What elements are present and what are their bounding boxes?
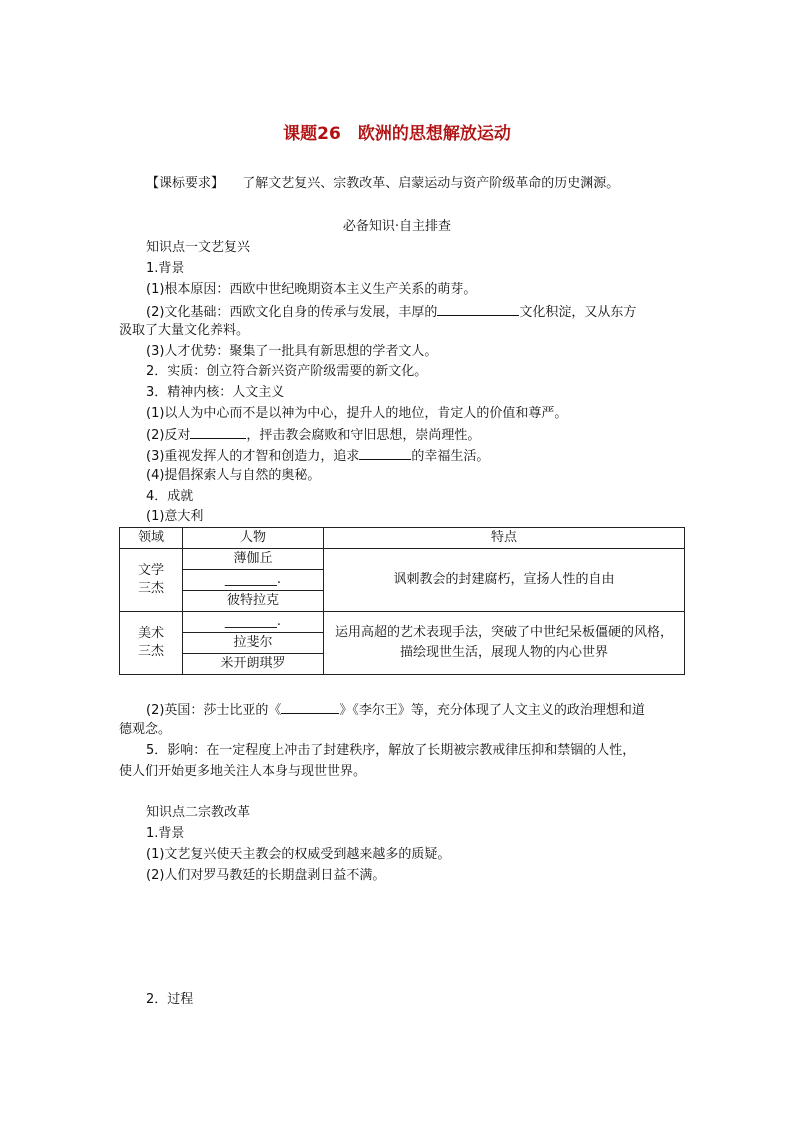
kp1-bg-item-2-pre: (2)文化基础：西欧文化自身的传承与发展，丰厚的: [146, 305, 438, 320]
kp1-spirit-item-4: (4)提倡探索人与自然的奥秘。: [146, 468, 321, 483]
kp1-england-cont: 德观念。: [119, 722, 172, 737]
kp2-background-heading: 1.背景: [146, 826, 185, 841]
section-heading: 必备知识·自主排查: [342, 219, 452, 234]
person-raphael: 拉斐尔: [183, 633, 324, 654]
kp1-spirit-item-2-post: ，抨击教会腐败和守旧思想，崇尚理性。: [246, 428, 481, 443]
kp2-process-heading: 2．过程: [146, 992, 194, 1007]
fill-blank[interactable]: [437, 301, 519, 316]
kp1-essence: 2．实质：创立符合新兴资产阶级需要的新文化。: [146, 364, 428, 379]
header-feature: 特点: [324, 528, 685, 549]
field-literature: 文学三杰: [120, 549, 183, 612]
kp1-italy-label: (1)意大利: [146, 509, 204, 524]
person-boccaccio: 薄伽丘: [183, 549, 324, 570]
kp1-spirit-item-2: [146, 424, 480, 446]
table-header-row: [120, 528, 685, 549]
table-row: [120, 612, 685, 633]
header-field: 领域: [120, 528, 183, 549]
kp1-england: [146, 699, 645, 721]
achievements-table: [119, 527, 685, 675]
kp1-bg-item-3: (3)人才优势：聚集了一批具有新思想的学者文人。: [146, 344, 438, 359]
table-row: [120, 549, 685, 570]
curriculum-requirement: [146, 174, 619, 194]
kp1-spirit-item-3-post: 的幸福生活。: [411, 449, 490, 464]
kp2-bg-item-1: (1)文艺复兴使天主教会的权威受到越来越多的质疑。: [146, 847, 451, 862]
kp1-england-mid: 》《李尔王》等，充分体现了人文主义的政治理想和道: [339, 703, 645, 718]
kp1-spirit-item-3: [146, 445, 489, 467]
kp1-spirit-item-3-pre: (3)重视发挥人的才智和创造力，追求: [146, 449, 360, 464]
person-michelangelo: 米开朗琪罗: [183, 654, 324, 675]
kp1-achievements-heading: 4．成就: [146, 489, 194, 504]
feature-art: [324, 612, 685, 675]
field-art: 美术三杰: [120, 612, 183, 675]
person-blank-art[interactable]: ________.: [183, 612, 324, 633]
kp1-spirit-item-1: (1)以人为中心而不是以神为中心，提升人的地位，肯定人的价值和尊严。: [146, 406, 568, 421]
feature-art-line-1: 运用高超的艺术表现手法，突破了中世纪呆板僵硬的风格，: [334, 625, 673, 640]
kp1-bg-item-2-cont: 汲取了大量文化养料。: [119, 323, 250, 338]
kp1-background-heading: 1.背景: [146, 261, 185, 276]
page-title: 课题26 欧洲的思想解放运动: [283, 124, 511, 144]
kp1-title: 知识点一文艺复兴: [146, 240, 251, 255]
kp1-bg-item-2-post: 文化积淀，又从东方: [519, 305, 637, 320]
kp1-england-pre: (2)英国：莎士比亚的《: [146, 703, 282, 718]
person-blank-literature[interactable]: ________.: [183, 570, 324, 591]
kp1-spirit-heading: 3．精神内核：人文主义: [146, 385, 285, 400]
feature-art-line-2: 描绘现世生活，展现人物的内心世界: [399, 645, 608, 660]
kp1-influence: 5．影响：在一定程度上冲击了封建秩序，解放了长期被宗教戒律压抑和禁锢的人性，: [146, 743, 636, 758]
kp2-title: 知识点二宗教改革: [146, 805, 251, 820]
kp1-influence-cont: 使人们开始更多地关注人本身与现世世界。: [119, 764, 367, 779]
fill-blank[interactable]: [359, 445, 411, 460]
kp1-bg-item-1: (1)根本原因：西欧中世纪晚期资本主义生产关系的萌芽。: [146, 282, 477, 297]
person-petrarch: 彼特拉克: [183, 591, 324, 612]
kp1-bg-item-2: [146, 301, 636, 323]
fill-blank[interactable]: [190, 424, 246, 439]
header-people: 人物: [183, 528, 324, 549]
kp1-spirit-item-2-pre: (2)反对: [146, 428, 191, 443]
curriculum-label: 【课标要求】: [146, 176, 225, 191]
curriculum-text: 了解文艺复兴、宗教改革、启蒙运动与资产阶级革命的历史渊源。: [242, 176, 620, 191]
feature-literature: 讽刺教会的封建腐朽，宣扬人性的自由: [324, 549, 685, 612]
fill-blank[interactable]: [281, 699, 339, 714]
kp2-bg-item-2: (2)人们对罗马教廷的长期盘剥日益不满。: [146, 868, 386, 883]
